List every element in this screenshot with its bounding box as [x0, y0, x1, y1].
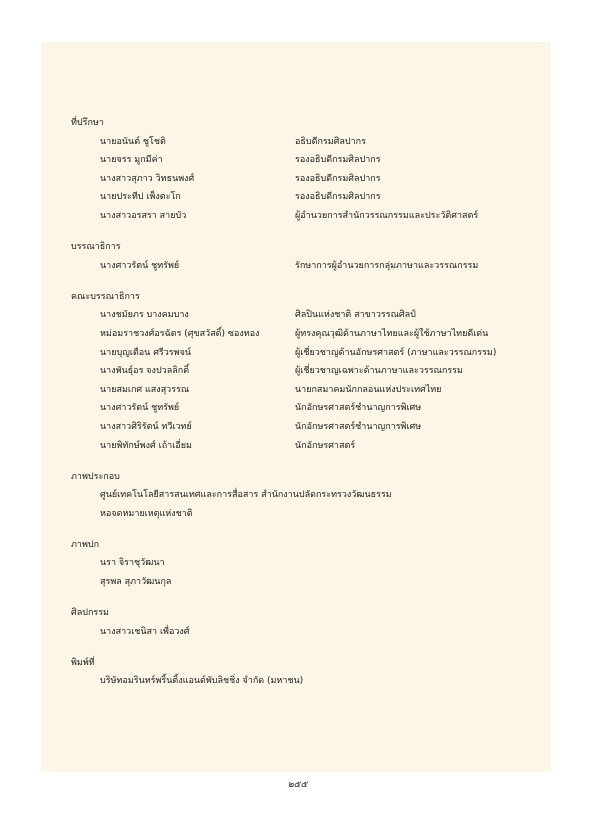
person-role: ผู้เชี่ยวชาญด้านอักษรศาสตร์ (ภาษาและวรรณกรรม): [295, 347, 497, 358]
section-heading: บรรณาธิการ: [71, 242, 121, 253]
person-role: นายกสมาคมนักกลอนแห่งประเทศไทย: [295, 384, 442, 395]
person-name: นายจรร มูกมีค่า: [100, 155, 163, 166]
person-name: นางชมัยภร บางคมบาง: [100, 310, 189, 321]
person-name: นางพันธุ์อร จงปวลลิกติ์: [100, 366, 190, 377]
credit-row: [71, 257, 541, 276]
person-name: หม่อมราชวงศ์อรฉัตร (ศุขสวัสดิ์) ซองทอง: [100, 328, 260, 339]
person-name: นายอนันต์ ชูโชติ: [100, 136, 166, 147]
credit-line: ศูนย์เทคโนโลยีสารสนเทศและการสื่อสาร สำนักงานปลัดกระทรวงวัฒนธรรม: [100, 490, 392, 501]
section-heading: ภาพประกอบ: [71, 471, 120, 482]
section-illustrations: [71, 468, 541, 524]
credit-line: นรา จิราชุวัฒนา: [100, 558, 165, 569]
person-role: อธิบดีกรมศิลปากร: [295, 136, 366, 147]
person-role: นักอักษรศาสตร์ชำนาญการพิเศษ: [295, 403, 422, 414]
section-art-design: [71, 604, 541, 641]
credits-list: [71, 114, 541, 704]
person-role: นักอักษรศาสตร์: [295, 440, 356, 451]
credit-line: สุรพล สุภาวัฒนกุล: [100, 577, 172, 588]
person-role: รองอธิบดีกรมศิลปากร: [295, 192, 381, 203]
person-name: นางสาวสุภาว วิทธนพงศ์: [100, 173, 195, 184]
person-name: นางสาวศิริรัตน์ ทวีเวทย์: [100, 421, 192, 432]
section-printer: [71, 654, 541, 691]
credit-row: [71, 437, 541, 456]
credit-line: นางสาวเชนิสา เพื่อวงศ์: [100, 626, 190, 637]
credit-row: [71, 399, 541, 418]
person-name: นางศาวรัตน์ ชูทรัพย์: [100, 403, 180, 414]
person-name: นายประทีป เพ็งตะโก: [100, 192, 181, 203]
person-name: นางสาวอรสรา สายบัว: [100, 210, 187, 221]
credit-line: หอจดหมายเหตุแห่งชาติ: [100, 508, 193, 519]
section-heading: คณะบรรณาธิการ: [71, 291, 140, 302]
section-heading: ภาพปก: [71, 539, 100, 550]
credit-row: [71, 170, 541, 189]
page-number: ๒๕๕: [287, 780, 308, 790]
credit-row: [71, 344, 541, 363]
person-role: ผู้อำนวยการสำนักวรรณกรรมและประวัติศาสตร์: [295, 210, 479, 221]
credit-row: [71, 151, 541, 170]
section-heading: ศิลปกรรม: [71, 608, 109, 619]
credit-row: [71, 133, 541, 152]
person-role: ศิลปินแห่งชาติ สาขาวรรณศิลป์: [295, 310, 416, 321]
section-editor: [71, 238, 541, 275]
person-name: นางศาวรัตน์ ชูทรัพย์: [100, 260, 180, 271]
person-name: นายสมเกศ แสงสุวรรณ: [100, 384, 190, 395]
credit-row: [71, 306, 541, 325]
section-heading: พิมพ์ที่: [71, 657, 95, 668]
credit-row: [71, 325, 541, 344]
section-editorial-board: [71, 288, 541, 455]
credit-line: บริษัทอมรินทร์พริ้นติ้งแอนด์พับลิชชิ่ง จำกัด (มหาชน): [100, 676, 304, 687]
person-role: รักษาการผู้อำนวยการกลุ่มภาษาและวรรณกรรม: [295, 260, 479, 271]
person-role: นักอักษรศาสตร์ชำนาญการพิเศษ: [295, 421, 422, 432]
section-heading: ที่ปรึกษา: [71, 118, 104, 128]
person-role: รองอธิบดีกรมศิลปากร: [295, 155, 381, 166]
credit-row: [71, 188, 541, 207]
person-role: ผู้เชี่ยวชาญเฉพาะด้านภาษาและวรรณกรรม: [295, 366, 463, 377]
section-advisors: [71, 114, 541, 226]
document-page: [41, 42, 551, 772]
credit-row: [71, 207, 541, 226]
person-role: ผู้ทรงคุณวุฒิด้านภาษาไทยและผู้ใช้ภาษาไทยดีเด่น: [295, 328, 489, 339]
person-name: นายพิทักษ์พงศ์ เถ้าเอี่ยม: [100, 440, 192, 451]
section-cover-image: [71, 536, 541, 592]
credit-row: [71, 381, 541, 400]
person-role: รองอธิบดีกรมศิลปากร: [295, 173, 381, 184]
credit-row: [71, 362, 541, 381]
person-name: นายบุญเตือน ศรีวรพจน์: [100, 347, 191, 358]
credit-row: [71, 418, 541, 437]
